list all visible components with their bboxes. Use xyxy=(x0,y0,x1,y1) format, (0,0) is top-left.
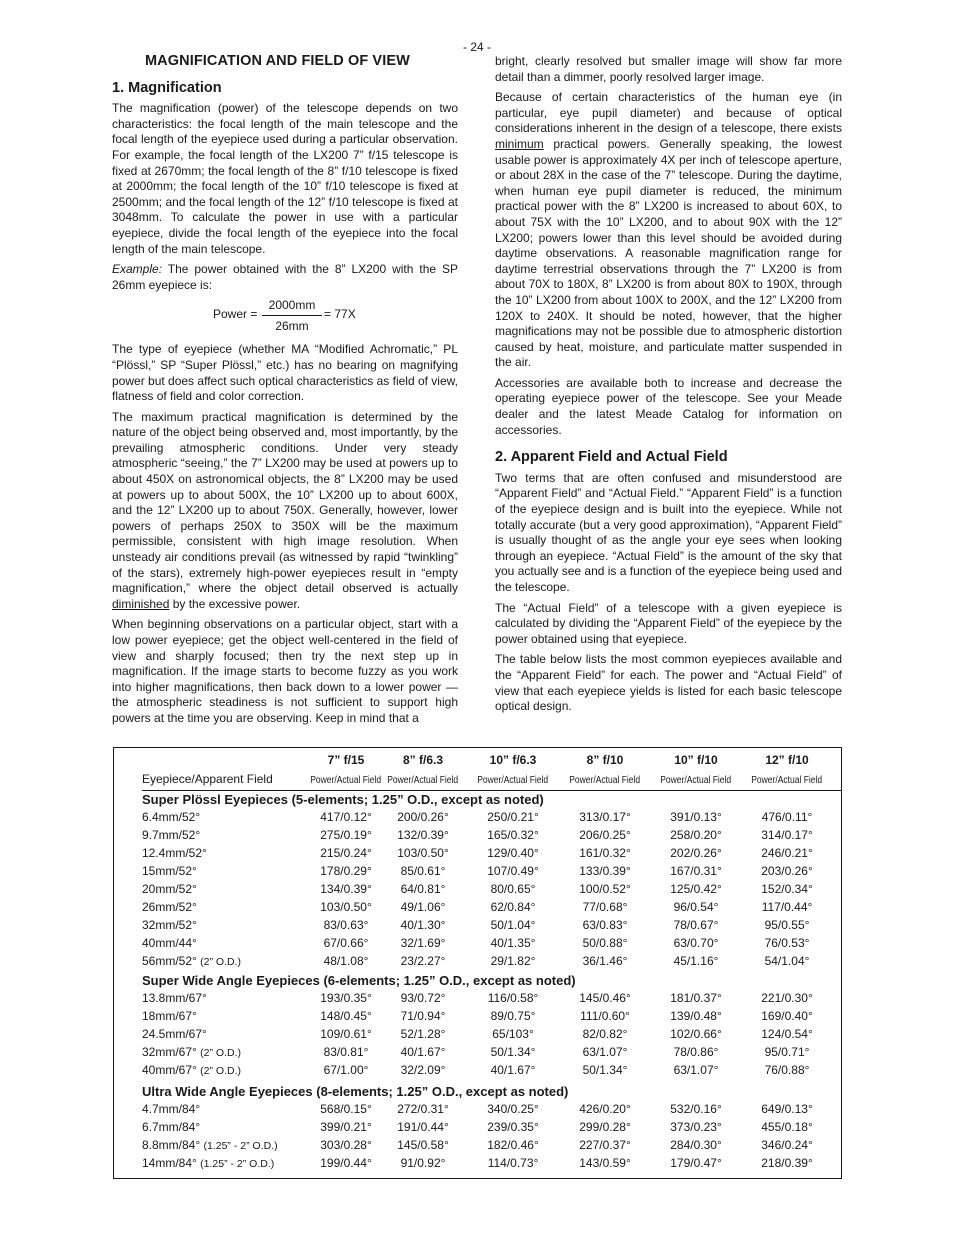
page-title: MAGNIFICATION AND FIELD OF VIEW xyxy=(145,53,410,69)
table-cell: 93/0.72° xyxy=(400,991,446,1005)
eyepiece-name: 14mm/84° xyxy=(142,1156,197,1170)
table-cell: 258/0.20° xyxy=(670,828,722,842)
table-cell: 76/0.53° xyxy=(764,936,810,950)
column-subheader-text: Power/Actual Field xyxy=(387,775,459,786)
table-cell: 117/0.44° xyxy=(761,900,813,914)
eyepiece-name: 24.5mm/67° xyxy=(142,1027,207,1041)
table-cell: 71/0.94° xyxy=(400,1009,446,1023)
table-cell: 36/1.46° xyxy=(582,954,628,968)
eyepiece-spec xyxy=(142,810,200,824)
eyepiece-table xyxy=(113,747,842,1179)
eyepiece-name: 56mm/52° xyxy=(142,954,197,968)
table-row xyxy=(114,991,841,1009)
table-row xyxy=(114,1156,841,1174)
table-cell: 111/0.60° xyxy=(580,1009,630,1023)
table-cell: 191/0.44° xyxy=(397,1120,449,1134)
table-cell: 314/0.17° xyxy=(761,828,813,842)
eyepiece-note: (1.25” - 2” O.D.) xyxy=(203,1140,278,1152)
table-cell: 82/0.82° xyxy=(582,1027,628,1041)
section-heading-magnification: 1. Magnification xyxy=(112,79,222,96)
table-cell: 114/0.73° xyxy=(487,1156,539,1170)
table-cell: 107/0.49° xyxy=(487,864,539,878)
formula-numerator: 2000mm xyxy=(262,298,322,316)
table-cell: 426/0.20° xyxy=(579,1102,631,1116)
table-row xyxy=(114,864,841,882)
table-cell: 221/0.30° xyxy=(761,991,813,1005)
table-cell: 139/0.48° xyxy=(670,1009,722,1023)
table-cell: 239/0.35° xyxy=(487,1120,539,1134)
right-column xyxy=(495,54,842,720)
table-cell: 50/1.04° xyxy=(490,918,536,932)
column-header: 8” f/6.3 xyxy=(402,753,444,767)
paragraph-max-magnification xyxy=(112,410,458,613)
eyepiece-name: 9.7mm/52° xyxy=(142,828,201,842)
table-cell: 399/0.21° xyxy=(320,1120,372,1134)
eyepiece-spec xyxy=(142,954,241,968)
eyepiece-name: 32mm/52° xyxy=(142,918,197,932)
page-number: - 24 - xyxy=(462,40,491,54)
table-cell: 346/0.24° xyxy=(761,1138,813,1152)
column-subheader xyxy=(378,772,468,786)
table-cell: 179/0.47° xyxy=(670,1156,722,1170)
column-subheader-text: Power/Actual Field xyxy=(660,775,732,786)
table-cell: 40/1.67° xyxy=(490,1063,536,1077)
table-row xyxy=(114,936,841,954)
min-powers-text-b: practical powers. Generally speaking, the lowest usable power is approximately 4X per inch of telescope aperture, or about 28X in the case of the 7” telescope. During the daytime, when human eye pupil diameter is reduced, the minimum practical power with the 8” LX200 is increased to about 60X, to about 75X with the 10” LX200, and to about 90X with the 12” LX200; powers lower than this level should be avoided during daytime observations. A reasonable magnification range for daytime terrestrial observations through the 7” LX200 is from about 70X to 180X, 8” LX200 is from about 80X to 190X, through the 10” LX200 from about 100X to 200X, and the 12” LX200 from 120X to 240X. It should be noted, however, that the higher magnifications may not be possible due to atmospheric distortion caused by heat, moisture, and particulate matter suspended in the air. xyxy=(495,136,842,370)
column-header: 8” f/10 xyxy=(586,753,624,767)
table-cell: 52/1.28° xyxy=(400,1027,446,1041)
example-text: The power obtained with the 8” LX200 with the SP 26mm eyepiece is: xyxy=(112,262,458,292)
paragraph-field-terms: Two terms that are often confused and misunderstood are “Apparent Field” and “Actual Field.” “Apparent Field” is a function of the eyepiece design and is built into the eyepiece. While not totally accurate (but a very good approximation), “Apparent Field” is usually thought of as the angle your eye sees when looking through an eyepiece. “Actual Field” is the amount of the sky that you actually see and is a function of the eyepiece being used and the telescope. xyxy=(495,470,842,594)
eyepiece-spec xyxy=(142,991,207,1005)
table-cell: 78/0.86° xyxy=(673,1045,719,1059)
table-cell: 649/0.13° xyxy=(761,1102,813,1116)
paragraph-example xyxy=(112,262,458,293)
column-subheader xyxy=(651,772,741,786)
table-cell: 95/0.71° xyxy=(764,1045,810,1059)
table-cell: 83/0.81° xyxy=(323,1045,369,1059)
table-cell: 303/0.28° xyxy=(320,1138,372,1152)
eyepiece-note: (1.25” - 2” O.D.) xyxy=(200,1158,275,1170)
table-cell: 50/1.34° xyxy=(490,1045,536,1059)
eyepiece-name: 15mm/52° xyxy=(142,864,197,878)
table-cell: 40/1.35° xyxy=(490,936,536,950)
table-cell: 116/0.58° xyxy=(487,991,539,1005)
table-cell: 152/0.34° xyxy=(761,882,813,896)
table-cell: 63/1.07° xyxy=(673,1063,719,1077)
table-cell: 32/2.09° xyxy=(400,1063,446,1077)
table-cell: 340/0.25° xyxy=(487,1102,539,1116)
table-cell: 96/0.54° xyxy=(673,900,719,914)
column-subheader-text: Power/Actual Field xyxy=(569,775,641,786)
table-row xyxy=(114,882,841,900)
table-row xyxy=(114,1009,841,1027)
table-cell: 250/0.21° xyxy=(487,810,539,824)
column-header: 7” f/15 xyxy=(327,753,365,767)
table-cell: 145/0.46° xyxy=(579,991,631,1005)
power-formula xyxy=(112,298,458,336)
eyepiece-note: (2” O.D.) xyxy=(200,1047,242,1059)
table-cell: 200/0.26° xyxy=(397,810,449,824)
table-cell: 67/1.00° xyxy=(323,1063,369,1077)
table-cell: 63/0.83° xyxy=(582,918,628,932)
table-cell: 165/0.32° xyxy=(487,828,539,842)
column-subheader-text: Power/Actual Field xyxy=(751,775,823,786)
table-cell: 202/0.26° xyxy=(670,846,722,860)
table-cell: 129/0.40° xyxy=(487,846,539,860)
table-cell: 476/0.11° xyxy=(761,810,813,824)
eyepiece-name: 18mm/67° xyxy=(142,1009,197,1023)
table-cell: 62/0.84° xyxy=(490,900,536,914)
table-cell: 29/1.82° xyxy=(490,954,536,968)
eyepiece-name: 4.7mm/84° xyxy=(142,1102,201,1116)
table-cell: 145/0.58° xyxy=(397,1138,449,1152)
table-cell: 100/0.52° xyxy=(579,882,631,896)
paragraph-eyepiece-type: The type of eyepiece (whether MA “Modified Achromatic,” PL “Plössl,” SP “Super Plössl,” etc.) has no bearing on magnifying power but does affect such optical characteristics as field of view, flatness of field and color correction. xyxy=(112,342,458,404)
table-row xyxy=(114,828,841,846)
column-header: 10” f/6.3 xyxy=(489,753,537,767)
left-column xyxy=(112,54,458,732)
table-cell: 148/0.45° xyxy=(320,1009,372,1023)
eyepiece-spec xyxy=(142,1138,278,1152)
eyepiece-name: 13.8mm/67° xyxy=(142,991,207,1005)
column-subheader-text: Power/Actual Field xyxy=(477,775,549,786)
table-cell: 45/1.16° xyxy=(673,954,719,968)
table-cell: 50/1.34° xyxy=(582,1063,628,1077)
table-row xyxy=(114,1045,841,1063)
formula-rhs: = 77X xyxy=(324,307,356,322)
table-row xyxy=(114,1027,841,1045)
table-cell: 89/0.75° xyxy=(490,1009,536,1023)
table-cell: 83/0.63° xyxy=(323,918,369,932)
eyepiece-name: 40mm/44° xyxy=(142,936,197,950)
eyepiece-note: (2” O.D.) xyxy=(200,956,242,968)
table-cell: 76/0.88° xyxy=(764,1063,810,1077)
paragraph-continuation: bright, clearly resolved but smaller image will show far more detail than a dimmer, poorly resolved larger image. xyxy=(495,54,842,84)
table-cell: 227/0.37° xyxy=(579,1138,631,1152)
paragraph-actual-field: The “Actual Field” of a telescope with a given eyepiece is calculated by dividing the “Apparent Field” of the eyepiece by the power obtained using that eyepiece. xyxy=(495,600,842,646)
table-cell: 203/0.26° xyxy=(761,864,813,878)
eyepiece-note: (2” O.D.) xyxy=(200,1065,242,1077)
table-cell: 193/0.35° xyxy=(320,991,372,1005)
table-cell: 134/0.39° xyxy=(320,882,372,896)
table-cell: 91/0.92° xyxy=(400,1156,446,1170)
paragraph-accessories: Accessories are available both to increase and decrease the operating eyepiece power of the telescope. See your Meade dealer and the latest Meade Catalog for information on accessories. xyxy=(495,375,842,437)
table-cell: 417/0.12° xyxy=(320,810,372,824)
table-row xyxy=(114,846,841,864)
eyepiece-spec xyxy=(142,1063,241,1077)
table-cell: 178/0.29° xyxy=(320,864,372,878)
eyepiece-spec xyxy=(142,1156,274,1170)
table-cell: 80/0.65° xyxy=(490,882,536,896)
table-cell: 206/0.25° xyxy=(579,828,631,842)
column-subheader xyxy=(742,772,832,786)
eyepiece-name: 6.7mm/84° xyxy=(142,1120,201,1134)
eyepiece-name: 20mm/52° xyxy=(142,882,197,896)
paragraph-beginning-observations: When beginning observations on a particular object, start with a low power eyepiece; get the object well-centered in the field of view and sharply focused; then try the next step up in magnification. If the image starts to become fuzzy as you work into higher magnifications, then back down to a lower power — the atmospheric steadiness is not sufficient to support high powers at the time you are observing. Keep in mind that a xyxy=(112,617,458,725)
table-row xyxy=(114,1102,841,1120)
table-row xyxy=(114,918,841,936)
column-subheader xyxy=(468,772,558,786)
table-cell: 49/1.06° xyxy=(400,900,446,914)
eyepiece-spec xyxy=(142,936,197,950)
eyepiece-spec xyxy=(142,1027,207,1041)
section-heading-field: 2. Apparent Field and Actual Field xyxy=(495,449,728,466)
eyepiece-spec xyxy=(142,1009,197,1023)
table-cell: 167/0.31° xyxy=(670,864,722,878)
table-cell: 284/0.30° xyxy=(670,1138,722,1152)
table-cell: 169/0.40° xyxy=(761,1009,813,1023)
table-cell: 50/0.88° xyxy=(582,936,628,950)
table-cell: 199/0.44° xyxy=(320,1156,372,1170)
eyepiece-name: 26mm/52° xyxy=(142,900,197,914)
row-header: Eyepiece/Apparent Field xyxy=(142,772,273,786)
table-cell: 67/0.66° xyxy=(323,936,369,950)
eyepiece-name: 6.4mm/52° xyxy=(142,810,201,824)
eyepiece-spec xyxy=(142,1102,200,1116)
eyepiece-name: 8.8mm/84° xyxy=(142,1138,201,1152)
table-row xyxy=(114,1138,841,1156)
table-cell: 102/0.66° xyxy=(670,1027,722,1041)
eyepiece-spec xyxy=(142,828,200,842)
eyepiece-spec xyxy=(142,918,197,932)
group-title: Super Plössl Eyepieces (5-elements; 1.25” O.D., except as noted) xyxy=(142,792,544,807)
table-cell: 182/0.46° xyxy=(487,1138,539,1152)
table-cell: 215/0.24° xyxy=(320,846,372,860)
table-cell: 124/0.54° xyxy=(761,1027,813,1041)
group-title: Ultra Wide Angle Eyepieces (8-elements; 1.25” O.D., except as noted) xyxy=(142,1084,569,1099)
eyepiece-name: 40mm/67° xyxy=(142,1063,197,1077)
table-cell: 103/0.50° xyxy=(397,846,449,860)
eyepiece-spec xyxy=(142,1045,241,1059)
table-cell: 40/1.67° xyxy=(400,1045,446,1059)
table-cell: 181/0.37° xyxy=(670,991,722,1005)
eyepiece-spec xyxy=(142,846,207,860)
max-mag-underlined: diminished xyxy=(112,596,170,611)
table-cell: 391/0.13° xyxy=(670,810,722,824)
table-cell: 455/0.18° xyxy=(761,1120,813,1134)
max-mag-text-a: The maximum practical magnification is determined by the nature of the object being observed and, most importantly, by the prevailing atmospheric conditions. Under very steady atmospheric “seeing,” the 7” LX200 may be used at powers up to about 450X on astronomical objects, the 8” LX200 may be used at powers up to about 500X, the 10” LX200 up to about 600X, and the 12” LX200 up to about 750X. Generally, however, lower powers of perhaps 250X to 350X will be the maximum permissible, consistent with high image resolution. When unsteady air conditions prevail (as witnessed by rapid “twinkling” of the stars), extremely high-power eyepieces result in “empty magnification,” where the object detail observed is actually xyxy=(112,409,458,596)
formula-fraction xyxy=(262,298,322,334)
table-cell: 32/1.69° xyxy=(400,936,446,950)
table-row xyxy=(114,1120,841,1138)
header-divider xyxy=(142,790,841,791)
eyepiece-spec xyxy=(142,864,197,878)
table-cell: 132/0.39° xyxy=(397,828,449,842)
table-cell: 218/0.39° xyxy=(761,1156,813,1170)
group-title: Super Wide Angle Eyepieces (6-elements; 1.25” O.D., except as noted) xyxy=(142,973,576,988)
paragraph-table-intro: The table below lists the most common eyepieces available and the “Apparent Field” for each. The power and “Actual Field” of view that each eyepiece yields is listed for each basic telescope optical design. xyxy=(495,652,842,714)
table-cell: 40/1.30° xyxy=(400,918,446,932)
eyepiece-name: 32mm/67° xyxy=(142,1045,197,1059)
table-cell: 63/0.70° xyxy=(673,936,719,950)
column-header: 12” f/10 xyxy=(765,753,809,767)
paragraph-magnification-intro: The magnification (power) of the telescope depends on two characteristics: the focal length of the main telescope and the focal length of the eyepiece used during a particular observation. For example, the focal length of the LX200 7” f/15 telescope is fixed at 2670mm; the focal length of the 8” f/10 telescope is fixed at 2000mm; the focal length of the 10” f/10 telescope is fixed at 2500mm; and the focal length of the 12” f/10 telescope is fixed at 3048mm. To calculate the power in use with a particular eyepiece, divide the focal length of the eyepiece into the focal length of the main telescope. xyxy=(112,101,458,256)
table-cell: 568/0.15° xyxy=(320,1102,372,1116)
max-mag-text-b: by the excessive power. xyxy=(169,596,301,611)
min-powers-text-a: Because of certain characteristics of the human eye (in particular, eye pupil diameter) and because of optical considerations inherent in the design of a telescope, there exists xyxy=(495,90,842,136)
column-subheader xyxy=(560,772,650,786)
formula-denominator: 26mm xyxy=(275,318,309,333)
column-header: 10” f/10 xyxy=(674,753,718,767)
table-cell: 532/0.16° xyxy=(670,1102,722,1116)
min-powers-underlined: minimum xyxy=(495,136,544,151)
example-label: Example: xyxy=(112,262,163,277)
table-cell: 373/0.23° xyxy=(670,1120,722,1134)
table-cell: 125/0.42° xyxy=(670,882,722,896)
formula-lhs: Power = xyxy=(213,307,258,322)
table-cell: 313/0.17° xyxy=(579,810,631,824)
table-cell: 65/103° xyxy=(492,1027,534,1041)
eyepiece-spec xyxy=(142,900,197,914)
table-cell: 143/0.59° xyxy=(579,1156,631,1170)
table-cell: 95/0.55° xyxy=(764,918,810,932)
eyepiece-name: 12.4mm/52° xyxy=(142,846,207,860)
table-cell: 272/0.31° xyxy=(397,1102,449,1116)
table-cell: 85/0.61° xyxy=(400,864,446,878)
table-cell: 275/0.19° xyxy=(320,828,372,842)
table-cell: 78/0.67° xyxy=(673,918,719,932)
table-row xyxy=(114,1063,841,1081)
table-cell: 103/0.50° xyxy=(320,900,372,914)
table-cell: 161/0.32° xyxy=(579,846,631,860)
table-cell: 63/1.07° xyxy=(582,1045,628,1059)
column-subheader-text: Power/Actual Field xyxy=(310,775,382,786)
table-cell: 54/1.04° xyxy=(764,954,810,968)
table-row xyxy=(114,900,841,918)
table-cell: 246/0.21° xyxy=(761,846,813,860)
table-row xyxy=(114,954,841,972)
table-cell: 48/1.08° xyxy=(323,954,369,968)
table-cell: 77/0.68° xyxy=(582,900,628,914)
table-cell: 133/0.39° xyxy=(579,864,631,878)
paragraph-minimum-powers xyxy=(495,90,842,371)
table-cell: 299/0.28° xyxy=(579,1120,631,1134)
table-row xyxy=(114,810,841,828)
table-cell: 64/0.81° xyxy=(400,882,446,896)
eyepiece-spec xyxy=(142,1120,200,1134)
table-cell: 109/0.61° xyxy=(320,1027,372,1041)
eyepiece-spec xyxy=(142,882,197,896)
table-cell: 23/2.27° xyxy=(400,954,446,968)
